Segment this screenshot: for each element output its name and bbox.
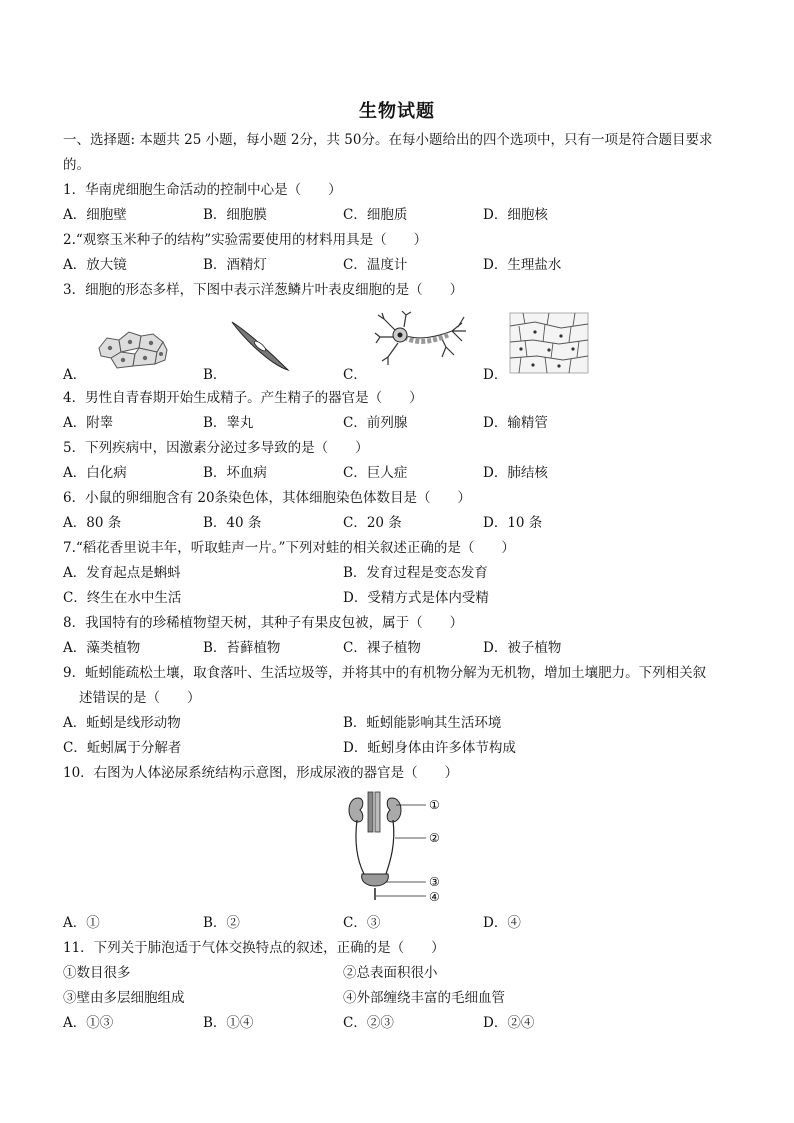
option-b[interactable]: B．苔藓植物 [203,640,281,656]
option-c[interactable]: C．前列腺 [343,415,408,431]
question-2-options [63,256,743,274]
question-7-options-row-1 [63,564,743,582]
question-1-stem: 1．华南虎细胞生命活动的控制中心是（ ） [63,182,342,198]
option-a[interactable]: A．① [63,915,100,931]
statement-3: ③壁由多层细胞组成 [63,990,185,1006]
option-c[interactable]: C．③ [343,915,381,931]
question-3-options [63,366,743,384]
option-b[interactable]: B．蚯蚓能影响其生活环境 [343,715,502,731]
option-a[interactable]: A．①③ [63,1015,114,1031]
option-a[interactable]: A．蚯蚓是线形动物 [63,715,181,731]
question-11-stem: 11．下列关于肺泡适于气体交换特点的叙述，正确的是（ ） [63,940,445,956]
question-4-options [63,414,743,432]
instructions-line-2: 的。 [63,157,90,173]
question-11-options [63,1014,743,1032]
statement-1: ①数目很多 [63,965,131,981]
option-b[interactable]: B．② [203,915,240,931]
question-10-stem: 10．右图为人体泌尿系统结构示意图，形成尿液的器官是（ ） [63,765,459,781]
option-d[interactable]: D．细胞核 [483,207,548,223]
figure-label-2: ② [429,831,440,845]
option-b[interactable]: B．①④ [203,1015,254,1031]
question-11-statements-row-1 [63,964,743,982]
option-b[interactable]: B． [203,367,227,383]
question-5-stem: 5．下列疾病中，因激素分泌过多导致的是（ ） [63,440,369,456]
option-c[interactable]: C．终生在水中生活 [63,590,182,606]
option-a[interactable]: A．放大镜 [63,257,127,273]
option-d[interactable]: D．被子植物 [483,640,562,656]
question-7-stem: 7.“稻花香里说丰年，听取蛙声一片。”下列对蛙的相关叙述正确的是（ ） [63,540,515,556]
question-7-options-row-2 [63,589,743,607]
option-c[interactable]: C．20 条 [343,515,402,531]
question-8-options [63,639,743,657]
question-1-options [63,206,743,224]
option-b[interactable]: B．酒精灯 [203,257,267,273]
option-a[interactable]: A．80 条 [63,515,122,531]
option-d[interactable]: D．受精方式是体内受精 [343,590,489,606]
neuron-figure [374,311,470,373]
question-4-stem: 4．男性自青春期开始生成精子。产生精子的器官是（ ） [63,390,423,406]
instructions-line-1: 一、选择题: 本题共 25 小题，每小题 2分，共 50分。在每小题给出的四个选项中，只有一项是符合题目要求 [63,132,713,148]
figure-label-3: ③ [429,875,440,889]
question-9-options-row-1 [63,714,743,732]
question-8-stem: 8．我国特有的珍稀植物望天树，其种子有果皮包被，属于（ ） [63,615,464,631]
figure-label-1: ① [429,798,440,812]
option-a[interactable]: A．白化病 [63,465,127,481]
option-d[interactable]: D． [483,367,508,383]
option-b[interactable]: B．坏血病 [203,465,267,481]
option-c[interactable]: C．细胞质 [343,207,408,223]
question-11-statements-row-2 [63,989,743,1007]
question-6-stem: 6．小鼠的卵细胞含有 20条染色体，其体细胞染色体数目是（ ） [63,490,472,506]
statement-2: ②总表面积很小 [343,965,438,981]
option-d[interactable]: D．输精管 [483,415,548,431]
option-c[interactable]: C．温度计 [343,257,408,273]
question-3-stem: 3．细胞的形态多样，下图中表示洋葱鳞片叶表皮细胞的是（ ） [63,282,464,298]
option-c[interactable]: C．②③ [343,1015,394,1031]
figure-label-4: ④ [429,890,440,904]
statement-4: ④外部缠绕丰富的毛细血管 [343,990,505,1006]
option-b[interactable]: B．睾丸 [203,415,254,431]
cheek-epithelial-cells-figure [95,328,169,370]
urinary-system-figure [340,788,450,910]
option-b[interactable]: B．发育过程是变态发育 [343,565,488,581]
question-2-stem: 2.“观察玉米种子的结构”实验需要使用的材料用具是（ ） [63,232,428,248]
question-9-stem-line-2: 述错误的是（ ） [79,690,201,706]
option-d[interactable]: D．生理盐水 [483,257,562,273]
option-a[interactable]: A．细胞壁 [63,207,127,223]
option-c[interactable]: C． [343,367,367,383]
option-b[interactable]: B．40 条 [203,515,262,531]
option-d[interactable]: D．蚯蚓身体由许多体节构成 [343,740,516,756]
onion-epidermal-cells-figure [509,312,589,374]
question-10-options [63,914,743,932]
option-b[interactable]: B．细胞膜 [203,207,267,223]
question-9-options-row-2 [63,739,743,757]
option-d[interactable]: D．④ [483,915,521,931]
option-c[interactable]: C．裸子植物 [343,640,421,656]
question-6-options [63,514,743,532]
option-a[interactable]: A．发育起点是蝌蚪 [63,565,181,581]
option-d[interactable]: D．②④ [483,1015,535,1031]
question-5-options [63,464,743,482]
question-9-stem-line-1: 9．蚯蚓能疏松土壤，取食落叶、生活垃圾等，并将其中的有机物分解为无机物，增加土壤肥力。下列相关叙 [63,665,707,681]
option-c[interactable]: C．巨人症 [343,465,408,481]
option-a[interactable]: A．藻类植物 [63,640,141,656]
option-a[interactable]: A． [63,367,87,383]
page-title: 生物试题 [359,101,435,122]
option-d[interactable]: D．肺结核 [483,465,548,481]
option-a[interactable]: A．附睾 [63,415,114,431]
option-c[interactable]: C．蚯蚓属于分解者 [63,740,182,756]
option-d[interactable]: D．10 条 [483,515,543,531]
